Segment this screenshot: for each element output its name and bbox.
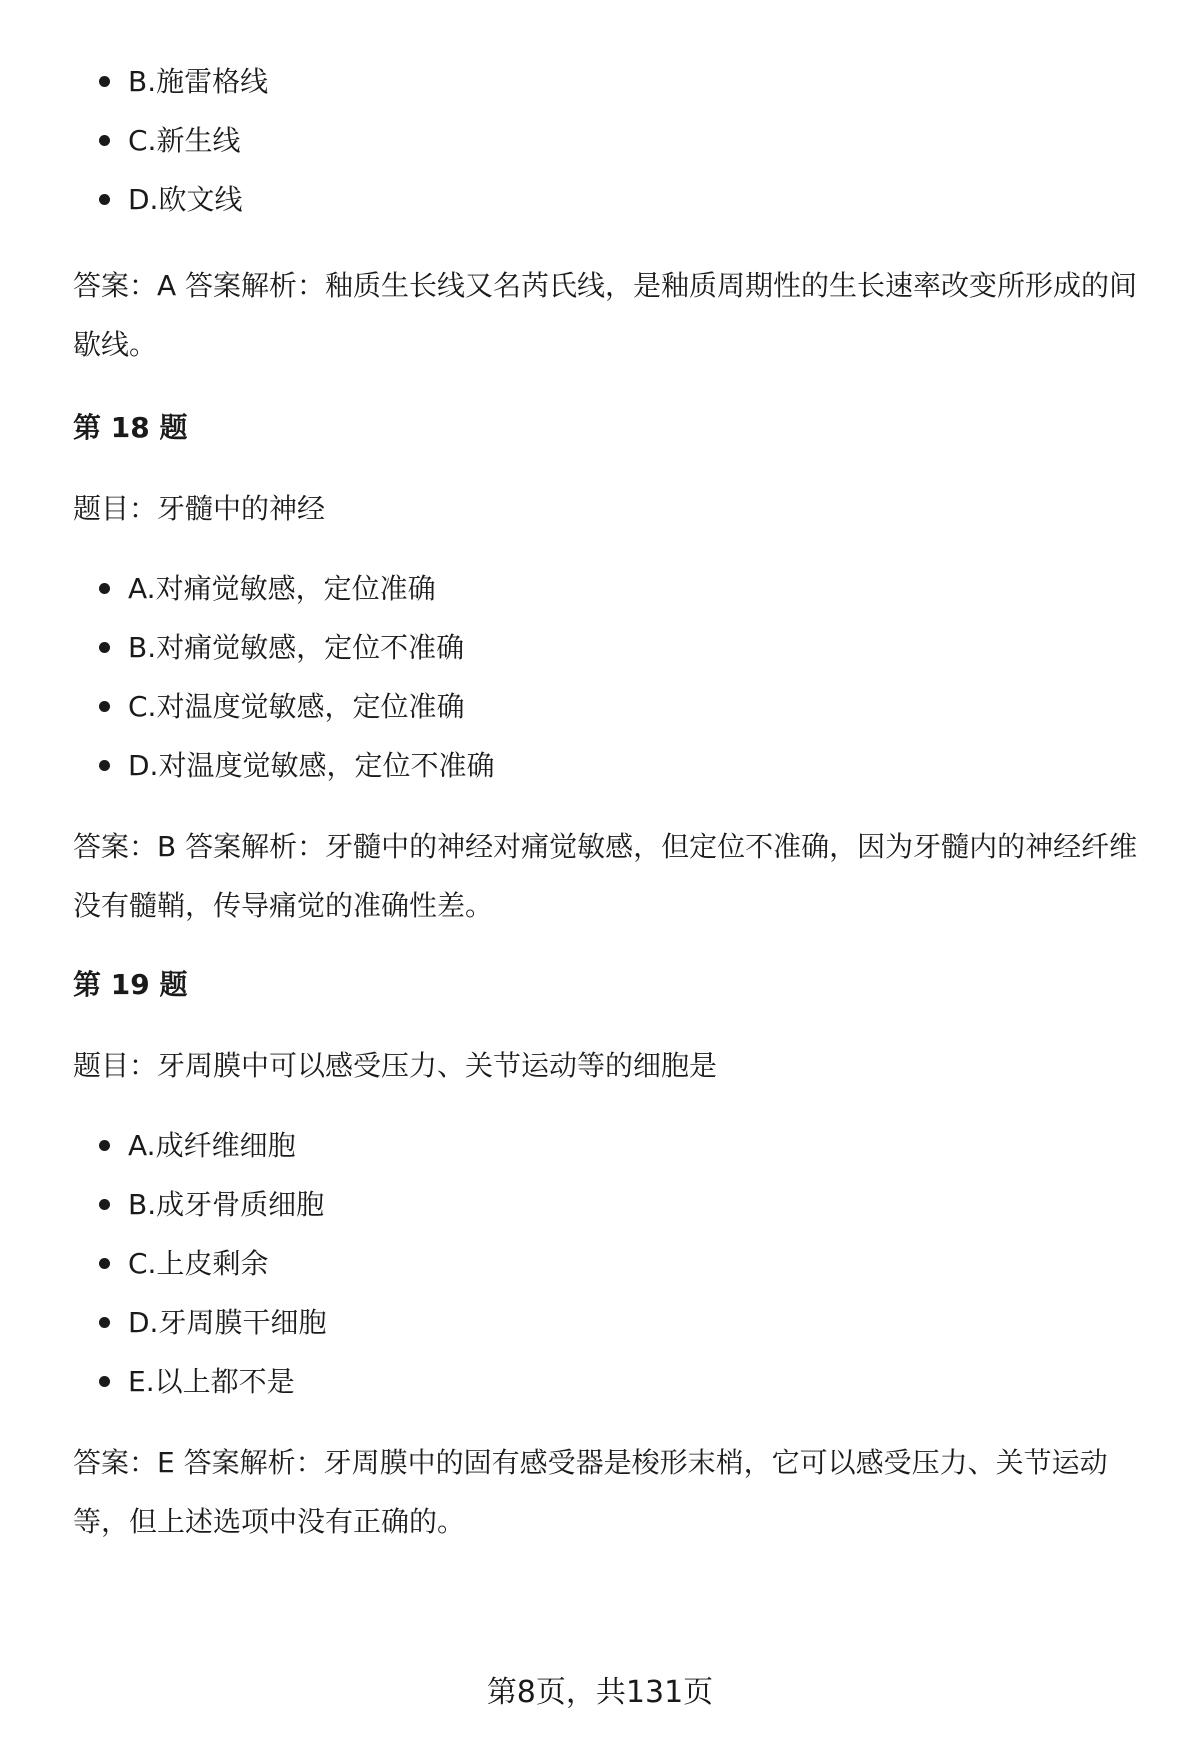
option-item bbox=[73, 1116, 1153, 1175]
bullet-icon bbox=[99, 135, 110, 146]
bullet-icon bbox=[99, 1317, 110, 1328]
document-page bbox=[73, 60, 1153, 1551]
q18-options bbox=[73, 559, 1153, 795]
page-footer: 第8页，共131页 bbox=[486, 1675, 714, 1710]
option-text: B.施雷格线 bbox=[128, 65, 269, 98]
option-text: D.牙周膜干细胞 bbox=[128, 1306, 327, 1339]
bullet-icon bbox=[99, 642, 110, 653]
q19-question: 题目：牙周膜中可以感受压力、关节运动等的细胞是 bbox=[73, 1049, 718, 1082]
q19-number: 第 19 题 bbox=[73, 968, 188, 1001]
option-text: D.对温度觉敏感，定位不准确 bbox=[128, 749, 495, 782]
q19-options bbox=[73, 1116, 1153, 1411]
bullet-icon bbox=[99, 1258, 110, 1269]
q18-answer: 答案：B 答案解析：牙髓中的神经对痛觉敏感，但定位不准确，因为牙髓内的神经纤维没有髓鞘，传导痛觉的准确性差。 bbox=[73, 830, 1138, 922]
option-text: C.新生线 bbox=[128, 124, 241, 157]
option-text: A.对痛觉敏感，定位准确 bbox=[128, 572, 436, 605]
q19-answer: 答案：E 答案解析：牙周膜中的固有感受器是梭形末梢，它可以感受压力、关节运动等，但上述选项中没有正确的。 bbox=[73, 1446, 1108, 1538]
bullet-icon bbox=[99, 760, 110, 771]
bullet-icon bbox=[99, 76, 110, 87]
option-text: E.以上都不是 bbox=[128, 1365, 295, 1398]
option-text: D.欧文线 bbox=[128, 183, 243, 216]
option-item bbox=[73, 559, 1153, 618]
option-text: C.对温度觉敏感，定位准确 bbox=[128, 690, 465, 723]
q18-question: 题目：牙髓中的神经 bbox=[73, 492, 326, 525]
option-text: A.成纤维细胞 bbox=[128, 1129, 296, 1162]
option-item bbox=[73, 677, 1153, 736]
bullet-icon bbox=[99, 1140, 110, 1151]
bullet-icon bbox=[99, 583, 110, 594]
q18-number: 第 18 题 bbox=[73, 411, 188, 444]
option-text: B.对痛觉敏感，定位不准确 bbox=[128, 631, 465, 664]
bullet-icon bbox=[99, 194, 110, 205]
option-item bbox=[73, 618, 1153, 677]
option-item bbox=[73, 1352, 1153, 1411]
q17-answer: 答案：A 答案解析：釉质生长线又名芮氏线，是釉质周期性的生长速率改变所形成的间歇线。 bbox=[73, 269, 1138, 361]
option-item bbox=[73, 1175, 1153, 1234]
option-text: B.成牙骨质细胞 bbox=[128, 1188, 325, 1221]
bullet-icon bbox=[99, 701, 110, 712]
q17-options bbox=[73, 52, 1153, 229]
bullet-icon bbox=[99, 1199, 110, 1210]
option-item bbox=[73, 736, 1153, 795]
bullet-icon bbox=[99, 1376, 110, 1387]
option-text: C.上皮剩余 bbox=[128, 1247, 269, 1280]
option-item bbox=[73, 170, 1153, 229]
option-item bbox=[73, 52, 1153, 111]
option-item bbox=[73, 1293, 1153, 1352]
option-item bbox=[73, 1234, 1153, 1293]
option-item bbox=[73, 111, 1153, 170]
